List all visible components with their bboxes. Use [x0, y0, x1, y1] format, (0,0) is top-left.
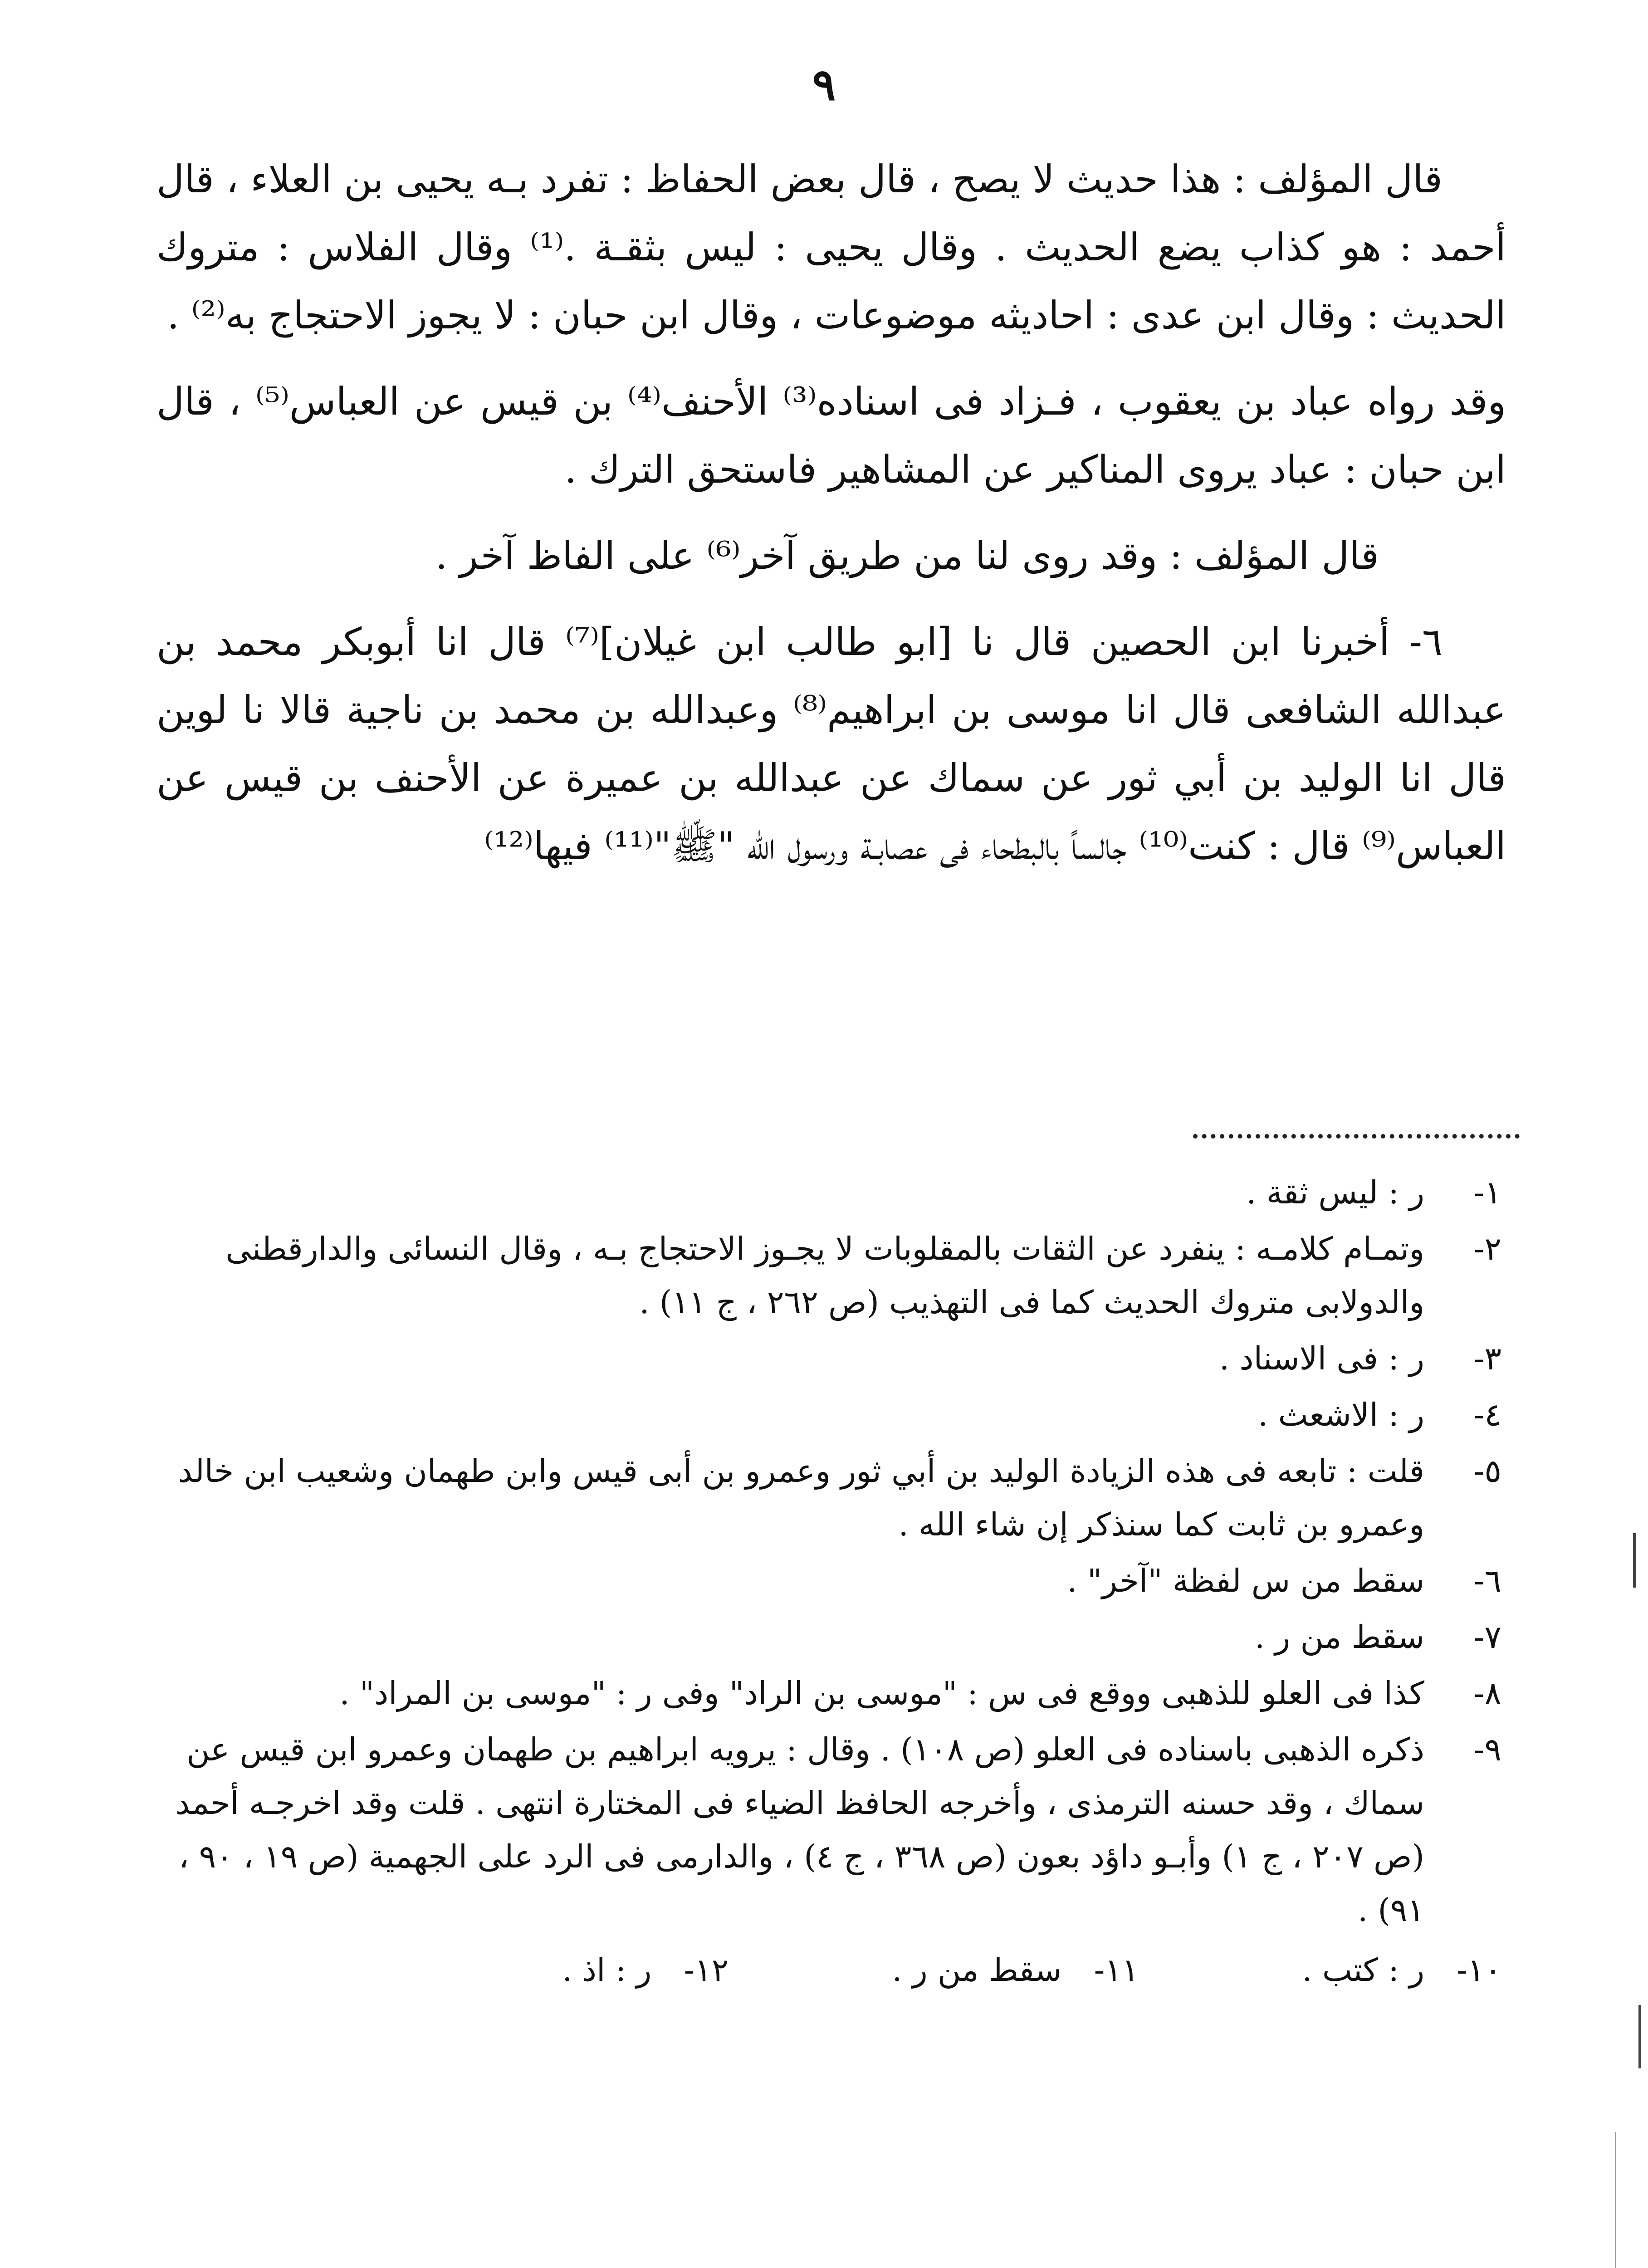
scan-edge-mark	[1633, 1533, 1636, 1588]
paragraph-author-comment: قال المؤلف : هذا حديث لا يصح ، قال بعض الحفاظ : تفرد بـه يحيى بن العلاء ، قال أحمد : هو كذاب يضع الحديث . وقال يحيى : ليس بثقـة .⁽¹⁾ وقال الفلاس : متروك الحديث : وقال ابن عدى : احاديثه موضوعات ، وقال ابن حبان : لا يجوز الاحتجاج به⁽²⁾ .	[156, 157, 1506, 337]
footnote-text: وتمـام كلامـه : ينفرد عن الثقات بالمقلوبات لا يجـوز الاحتجاج بـه ، وقال النسائى والدارقطنى والدولابى متروك الحديث كما فى التهذيب (ص ٢٦٢ ، ج ١١) .	[225, 1230, 1424, 1321]
page-number: ٩	[812, 59, 836, 110]
footnote-number: ١٠-	[1457, 1951, 1501, 1989]
footnote-text: سقط من ر .	[892, 1951, 1062, 1989]
footnote-text: كذا فى العلو للذهبى ووقع فى س : "موسى بن الراد" وفى ر : "موسى بن المراد" .	[339, 1675, 1424, 1712]
paragraph-other-route: قال المؤلف : وقد روى لنا من طريق آخر⁽⁶⁾ على الفاظ آخر .	[435, 533, 1379, 578]
footnotes	[150, 1166, 1501, 1997]
footnote-number: ٢-	[1473, 1230, 1501, 1267]
footnote-number: ٥-	[1473, 1452, 1501, 1490]
footnote-6	[150, 1554, 1501, 1608]
footnote-separator	[1193, 1134, 1520, 1139]
paragraph-hadith-6: ٦- أخبرنا ابن الحصين قال نا [ابو طالب ابن غيلان]⁽⁷⁾ قال انا أبوبكر محمد بن عبدالله الشافعى قال انا موسى بن ابراهيم⁽⁸⁾ وعبدالله بن محمد بن ناجية قالا نا لوين قال انا الوليد بن أبي ثور عن سماك عن عبدالله بن عميرة عن الأحنف بن قيس عن العباس⁽⁹⁾ قال : كنت⁽¹⁰⁾ جالساً بالبطحاء فى عصابـة ورسول الله "ﷺ"⁽¹¹⁾ فيها⁽¹²⁾	[156, 620, 1506, 868]
footnote-text: ر : فى الاسناد .	[1219, 1340, 1424, 1377]
footnote-text: ر : كتب .	[1302, 1951, 1424, 1989]
scan-edge-mark	[1615, 2132, 1616, 2268]
footnote-number: ٦-	[1473, 1562, 1501, 1599]
footnote-number: ٣-	[1473, 1340, 1501, 1377]
footnotes-last-row	[150, 1943, 1501, 1997]
footnote-number: ١-	[1473, 1174, 1501, 1211]
footnote-text: قلت : تابعه فى هذه الزيادة الوليد بن أبي ثور وعمرو بن أبى قيس وابن طهمان وشعيب ابن خالد وعمرو بن ثابت كما سنذكر إن شاء الله .	[178, 1452, 1424, 1543]
footnote-10	[1302, 1943, 1501, 1997]
footnote-3	[150, 1332, 1501, 1385]
footnote-number: ٨-	[1473, 1675, 1501, 1712]
footnote-number: ٧-	[1473, 1618, 1501, 1656]
footnote-12	[562, 1943, 729, 1997]
footnote-text: سقط من س لفظة "آخر" .	[1067, 1562, 1424, 1599]
footnote-8	[150, 1667, 1501, 1720]
footnote-2	[150, 1222, 1501, 1329]
main-text	[156, 145, 1506, 898]
footnote-text: سقط من ر .	[1254, 1618, 1424, 1656]
footnote-9	[150, 1723, 1501, 1937]
footnote-5	[150, 1444, 1501, 1551]
footnote-number: ١٢-	[684, 1951, 729, 1989]
footnote-11	[892, 1943, 1139, 1997]
footnote-1	[150, 1166, 1501, 1219]
footnote-text: ر : ليس ثقة .	[1246, 1174, 1424, 1211]
scan-edge-mark	[1638, 2005, 1641, 2068]
footnote-text: ر : الاشعث .	[1258, 1396, 1424, 1433]
footnote-number: ٩-	[1473, 1731, 1501, 1768]
footnote-7	[150, 1610, 1501, 1664]
footnote-4	[150, 1388, 1501, 1442]
footnote-number: ٤-	[1473, 1396, 1501, 1433]
paragraph-abbad-narration: وقد رواه عباد بن يعقوب ، فـزاد فى اسناده⁽³⁾ الأحنف⁽⁴⁾ بن قيس عن العباس⁽⁵⁾ ، قال ابن حبان : عباد يروى المناكير عن المشاهير فاستحق الترك .	[156, 379, 1506, 492]
footnote-text: ر : اذ .	[562, 1951, 652, 1989]
footnote-number: ١١-	[1094, 1951, 1139, 1989]
footnote-text: ذكره الذهبى باسناده فى العلو (ص ١٠٨) . وقال : يرويه ابراهيم بن طهمان وعمرو ابن قيس عن سماك ، وقد حسنه الترمذى ، وأخرجه الحافظ الضياء فى المختارة انتهى . قلت وقد اخرجـه أحمد (ص ٢٠٧ ، ج ١) وأبـو داؤد بعون (ص ٣٦٨ ، ج ٤) ، والدارمى فى الرد على الجهمية (ص ١٩ ، ٩٠ ، ٩١) .	[175, 1731, 1424, 1929]
